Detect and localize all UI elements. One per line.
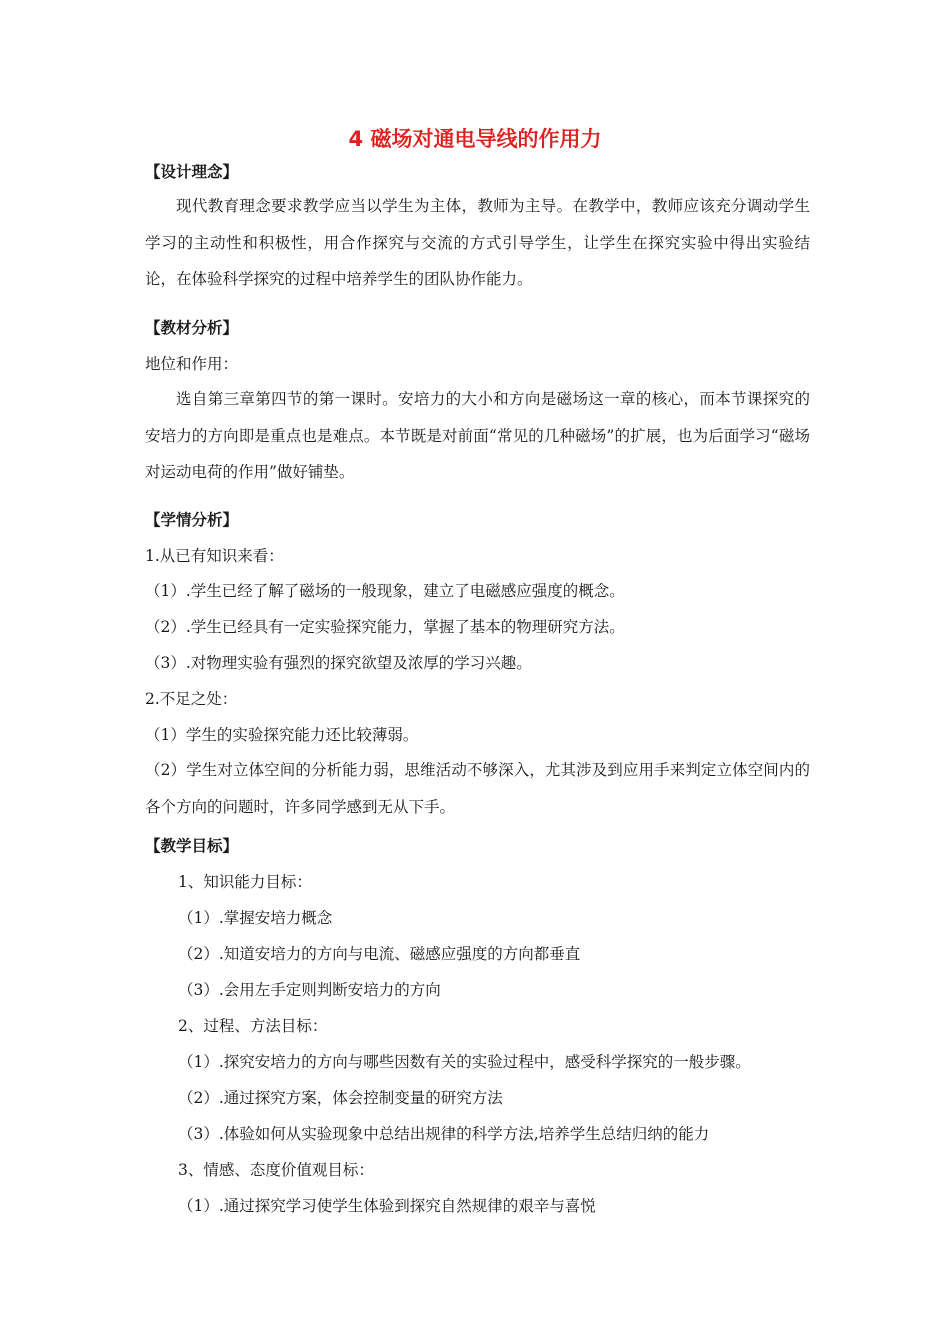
section-heading-students: 【学情分析】: [145, 510, 239, 529]
list-item: （1）.学生已经了解了磁场的一般现象，建立了电磁感应强度的概念。: [145, 582, 625, 600]
design-paragraph: 现代教育理念要求教学应当以学生为主体，教师为主导。在教学中，教师应该充分调动学生学习的主动性和积极性，用合作探究与交流的方式引导学生，让学生在探究实验中得出实验结论，在体验科学探究的过程中培养学生的团队协作能力。: [145, 197, 810, 288]
goals-group3-title: 3、情感、态度价值观目标：: [178, 1161, 374, 1179]
list-item: （1）.掌握安培力概念: [178, 909, 333, 927]
section-heading-goals: 【教学目标】: [145, 836, 239, 855]
students-part1-title: 1.从已有知识来看：: [145, 547, 284, 565]
goals-group2-title: 2、过程、方法目标：: [178, 1017, 328, 1035]
textbook-subheading: 地位和作用：: [145, 355, 239, 373]
textbook-paragraph: 选自第三章第四节的第一课时。安培力的大小和方向是磁场这一章的核心，而本节课探究的安培力的方向即是重点也是难点。本节既是对前面“常见的几种磁场”的扩展，也为后面学习“磁场对运动电荷的作用”做好铺垫。: [145, 390, 810, 481]
students-part2-title: 2.不足之处：: [145, 690, 238, 708]
list-item: （3）.会用左手定则判断安培力的方向: [178, 981, 441, 999]
list-item: （3）.体验如何从实验现象中总结出规律的科学方法,培养学生总结归纳的能力: [178, 1125, 710, 1143]
list-item: （1）.探究安培力的方向与哪些因数有关的实验过程中，感受科学探究的一般步骤。: [178, 1053, 751, 1071]
goals-group1-title: 1、知识能力目标：: [178, 873, 312, 891]
list-item: （2）.知道安培力的方向与电流、磁感应强度的方向都垂直: [178, 945, 581, 963]
list-item: （2）.通过探究方案，体会控制变量的研究方法: [178, 1089, 503, 1107]
list-item: （2）学生对立体空间的分析能力弱，思维活动不够深入，尤其涉及到应用手来判定立体空间内的各个方向的问题时，许多同学感到无从下手。: [145, 761, 810, 816]
list-item: （3）.对物理实验有强烈的探究欲望及浓厚的学习兴趣。: [145, 654, 532, 672]
section-heading-design: 【设计理念】: [145, 162, 239, 181]
list-item: （2）.学生已经具有一定实验探究能力，掌握了基本的物理研究方法。: [145, 618, 625, 636]
list-item: （1）学生的实验探究能力还比较薄弱。: [145, 726, 419, 744]
page-title: 4 磁场对通电导线的作用力: [348, 127, 602, 151]
list-item: （1）.通过探究学习使学生体验到探究自然规律的艰辛与喜悦: [178, 1197, 596, 1215]
section-heading-textbook: 【教材分析】: [145, 318, 239, 337]
